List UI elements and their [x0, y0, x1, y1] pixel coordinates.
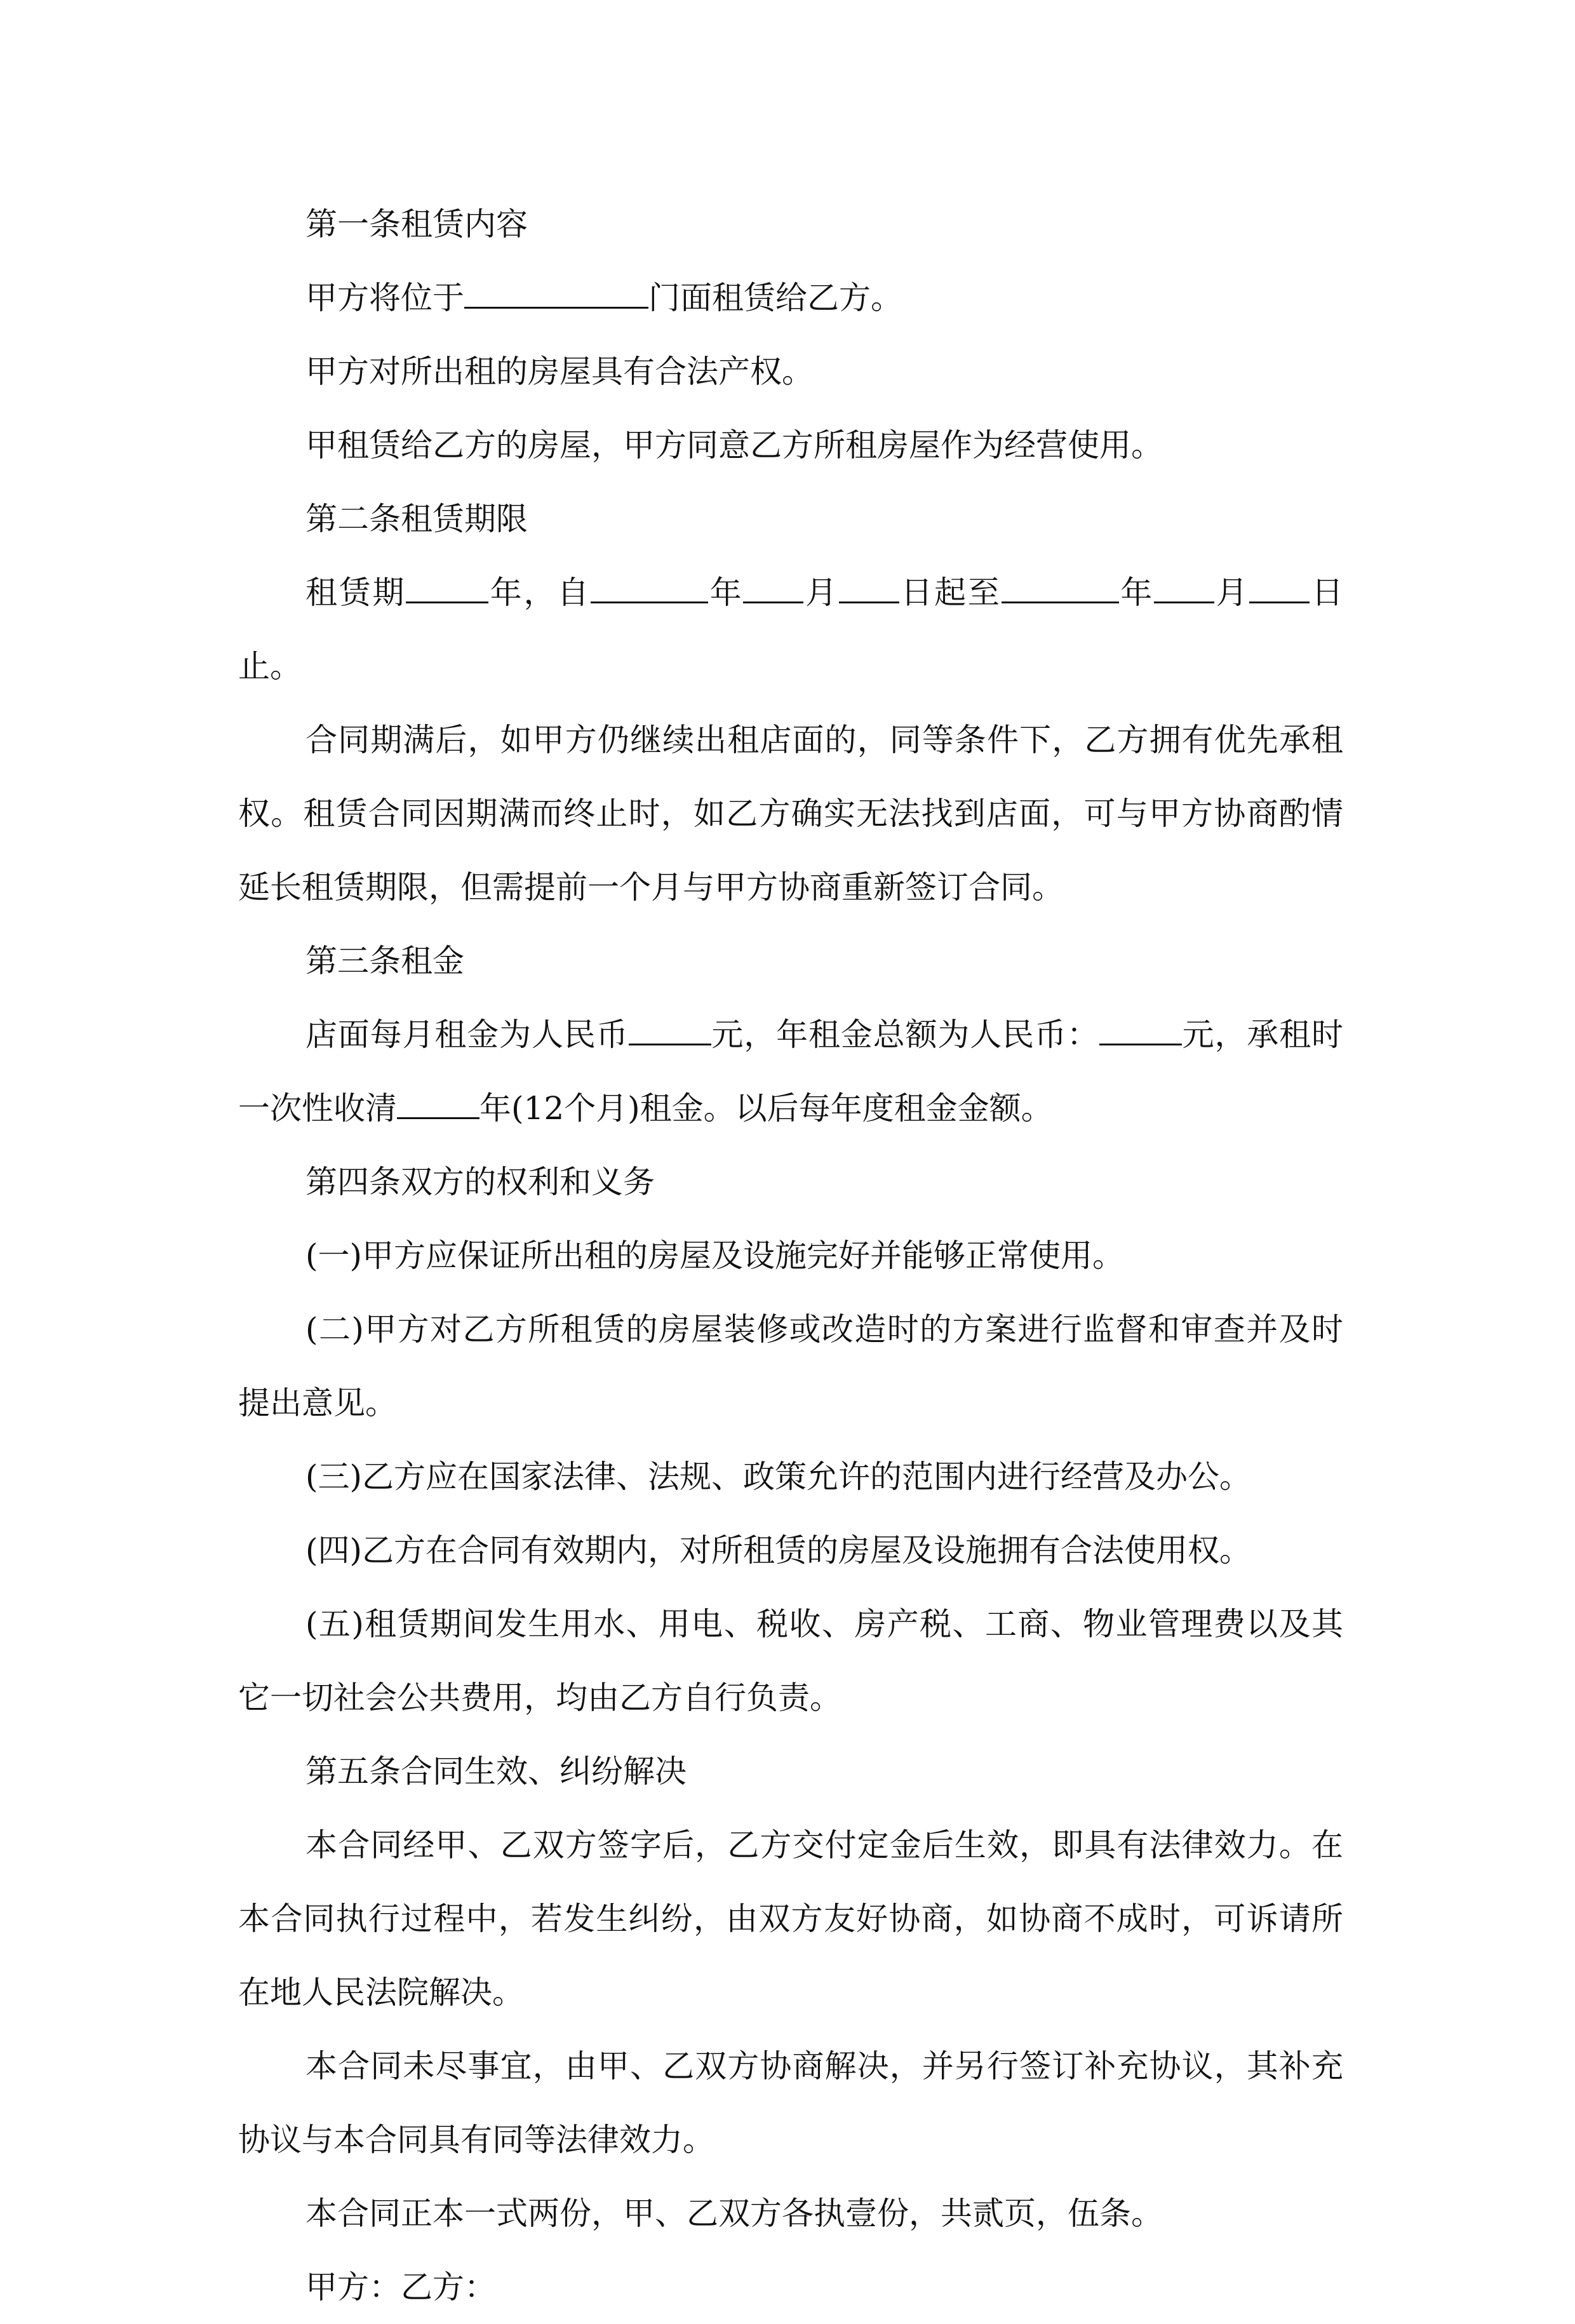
text-segment: 年 — [1118, 574, 1154, 611]
text-segment: 门面租赁给乙方。 — [648, 279, 902, 316]
article-5-title: 第五条合同生效、纠纷解决 — [305, 1753, 687, 1790]
signature-line: 甲方：乙方： — [305, 2269, 496, 2306]
contract-body — [238, 187, 1343, 2324]
text-segment: 元，承租时一次性收清 — [238, 1016, 1344, 1127]
text-segment: 月 — [1214, 574, 1250, 611]
start-day-blank — [839, 574, 899, 603]
article-5-supplement: 本合同未尽事宜，由甲、乙双方协商解决，并另行签订补充协议，其补充协议与本合同具有同等法律效力。 — [238, 2048, 1343, 2158]
article-4-item: (三)乙方应在国家法律、法规、政策允许的范围内进行经营及办公。 — [305, 1458, 1252, 1495]
article-2-renewal: 合同期满后，如甲方仍继续出租店面的，同等条件下，乙方拥有优先承租权。租赁合同因期满而终止时，如乙方确实无法找到店面，可与甲方协商酌情延长租赁期限，但需提前一个月与甲方协商重新签订合同。 — [238, 722, 1343, 906]
article-2-lease-period — [238, 556, 1343, 703]
prepaid-years-blank — [397, 1089, 479, 1119]
end-day-blank — [1249, 574, 1310, 603]
years-blank — [406, 574, 488, 603]
article-4-title: 第四条双方的权利和义务 — [305, 1164, 655, 1200]
text-segment: 年 — [707, 574, 744, 611]
text-segment: 年(12个月)租金。以后每年度租金金额。 — [479, 1090, 1053, 1127]
article-1-usage: 甲租赁给乙方的房屋，甲方同意乙方所租房屋作为经营使用。 — [305, 427, 1163, 464]
article-2-title: 第二条租赁期限 — [305, 500, 528, 537]
article-5-copies: 本合同正本一式两份，甲、乙双方各执壹份，共贰页，伍条。 — [305, 2195, 1163, 2232]
text-segment: 店面每月租金为人民币 — [305, 1016, 629, 1053]
text-segment: 租赁期 — [305, 574, 406, 611]
text-segment: 年，自 — [488, 574, 591, 611]
article-4-item: (五)租赁期间发生用水、用电、税收、房产税、工商、物业管理费以及其它一切社会公共费用，均由乙方自行负责。 — [238, 1606, 1343, 1716]
start-month-blank — [743, 574, 803, 603]
article-3-rent — [238, 998, 1343, 1145]
text-segment: 月 — [803, 574, 839, 611]
text-segment: 元，年租金总额为人民币： — [711, 1016, 1099, 1053]
article-1-title: 第一条租赁内容 — [305, 206, 528, 243]
end-year-blank — [1002, 574, 1119, 603]
article-5-effect: 本合同经甲、乙双方签字后，乙方交付定金后生效，即具有法律效力。在本合同执行过程中，若发生纠纷，由双方友好协商，如协商不成时，可诉请所在地人民法院解决。 — [238, 1827, 1343, 2011]
article-1-ownership: 甲方对所出租的房屋具有合法产权。 — [305, 353, 814, 390]
location-blank — [464, 279, 648, 309]
article-4-item: (一)甲方应保证所出租的房屋及设施完好并能够正常使用。 — [305, 1237, 1125, 1274]
article-4-item: (四)乙方在合同有效期内，对所租赁的房屋及设施拥有合法使用权。 — [305, 1532, 1252, 1569]
text-segment: 日止。 — [238, 574, 1344, 685]
article-3-title: 第三条租金 — [305, 943, 464, 979]
text-segment: 甲方将位于 — [305, 279, 464, 316]
article-4-item: (二)甲方对乙方所租赁的房屋装修或改造时的方案进行监督和审查并及时提出意见。 — [238, 1311, 1343, 1421]
start-year-blank — [591, 574, 708, 603]
end-month-blank — [1154, 574, 1214, 603]
annual-rent-blank — [1099, 1016, 1182, 1045]
text-segment: 日起至 — [899, 574, 1002, 611]
monthly-rent-blank — [629, 1016, 711, 1045]
article-1-location — [238, 261, 1343, 335]
